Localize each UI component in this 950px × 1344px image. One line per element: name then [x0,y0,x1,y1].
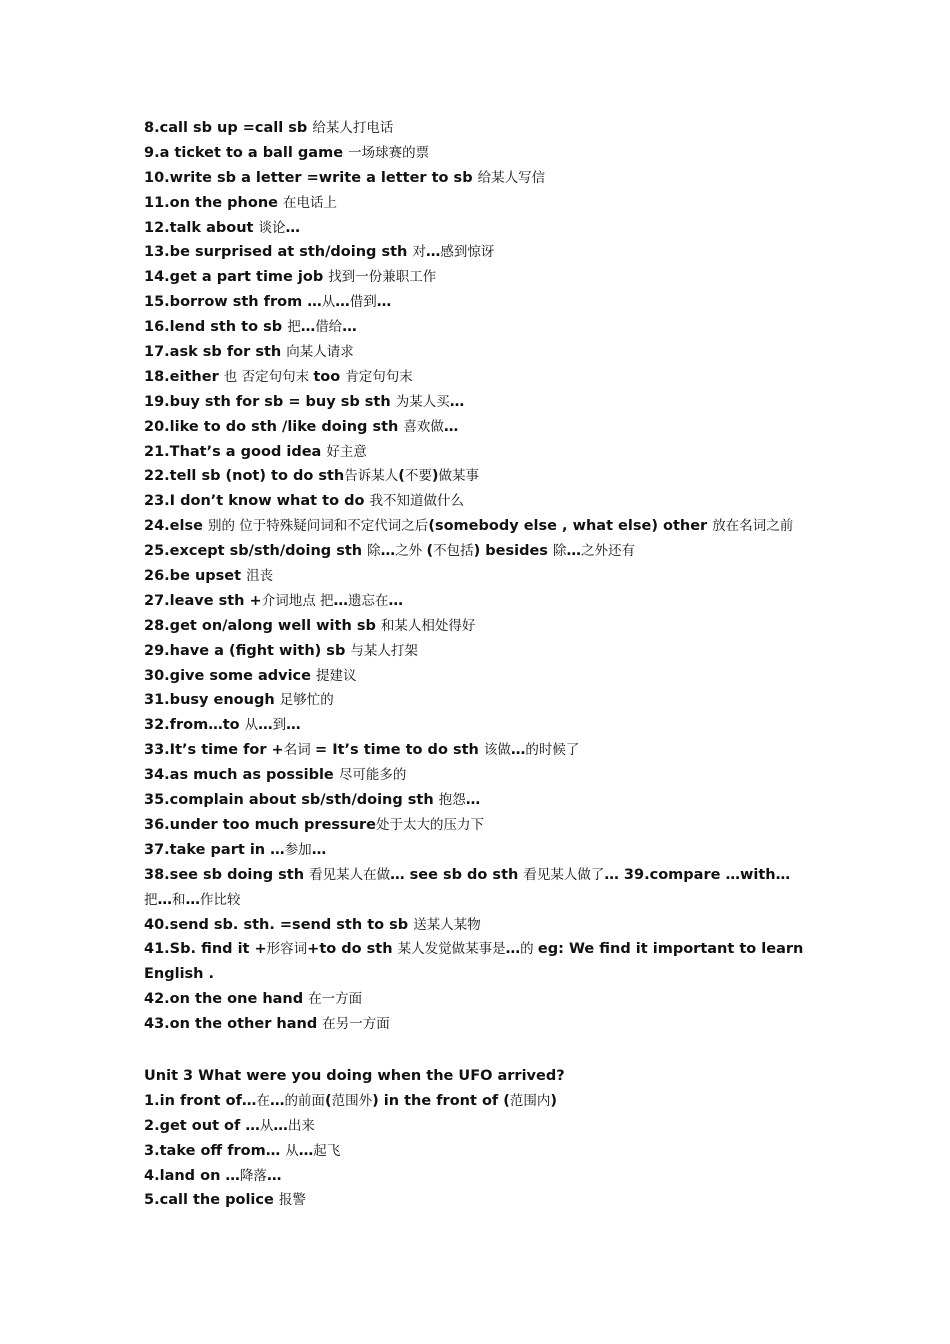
chinese-meaning: 足够忙的 [279,692,334,709]
phrase-text: 28.get on/along well with sb [144,617,381,634]
phrase-text: 32.from…to [144,717,245,734]
phrase-text: 24.else [144,518,209,535]
chinese-meaning: 之外还有 [580,543,635,560]
phrase-line [144,1114,824,1139]
phrase-text: 8.call sb up =call sb [144,120,313,136]
phrase-line [144,564,824,589]
phrase-line [144,1012,824,1037]
phrase-text: 27.leave sth + [144,592,262,609]
phrase-text: Unit 3 What were you doing when the UFO arrived? [144,1067,565,1084]
phrase-text: 35.complain about sb/sth/doing sth [144,792,439,809]
phrase-line [144,738,824,763]
chinese-meaning: 送某人某物 [413,916,481,933]
chinese-meaning: 也 否定句句末 [223,368,314,385]
chinese-meaning: 给某人打电话 [312,120,394,136]
chinese-meaning: 范围外 [331,1092,373,1109]
phrase-text: 4.land on … [144,1167,240,1184]
phrase-text: 43.on the other hand [144,1016,323,1033]
chinese-meaning: 处于太大的压力下 [375,816,484,833]
phrase-line [144,514,824,539]
phrase-text: 2.get out of … [144,1117,260,1134]
chinese-meaning: 不包括 [433,543,474,560]
phrase-text: … [298,1142,314,1159]
phrase-text: … [269,1092,285,1109]
phrase-text: ( [324,1092,332,1109]
phrase-line [144,290,824,315]
phrase-text: 31.busy enough [144,692,280,709]
chinese-meaning: 在另一方面 [322,1016,390,1033]
phrase-text: … [342,319,357,336]
phrase-line [144,440,824,465]
phrase-text: 25.except sb/sth/doing sth [144,543,368,560]
phrase-text: … [333,592,348,609]
phrase-text: 3.take off from… [144,1142,286,1159]
chinese-meaning: 抱怨 [438,792,466,809]
phrase-line [144,1188,824,1213]
chinese-meaning: 在 [256,1092,270,1109]
chinese-meaning: 谈论 [258,219,286,236]
chinese-meaning: 沮丧 [246,568,274,585]
phrase-list-unit-3 [144,1064,824,1213]
phrase-text: … [566,543,581,560]
phrase-text: 40.send sb. sth. =send sth to sb [144,916,414,933]
phrase-line [144,664,824,689]
phrase-text: … [376,294,392,311]
phrase-line [144,639,824,664]
phrase-text: 21.That’s a good idea [144,443,327,460]
chinese-meaning: 在一方面 [308,991,363,1008]
phrase-text: … [258,717,273,734]
phrase-text: 34.as much as possible [144,767,339,784]
phrase-text: 9.a ticket to a ball game [144,144,349,161]
phrase-text: … [449,393,465,410]
phrase-line [144,340,824,365]
phrase-text: 41.Sb. find it + [144,941,267,958]
phrase-text: … 39.compare …with… [604,866,791,883]
phrase-line [144,863,824,888]
document-page [144,116,824,1213]
phrase-line [144,962,824,987]
chinese-meaning: 的前面 [284,1092,325,1109]
chinese-meaning: 的时候了 [525,742,580,759]
phrase-line [144,464,824,489]
phrase-text: … [300,319,316,336]
phrase-text: … [286,717,301,734]
phrase-line [144,1139,824,1164]
phrase-text: ( [426,543,434,560]
phrase-line [144,813,824,838]
phrase-text: 22.tell sb (not) to do sth [144,468,345,485]
phrase-line [144,166,824,191]
phrase-text: too [313,368,346,385]
phrase-text: … [443,418,459,435]
phrase-text: ) in the front of ( [372,1092,510,1109]
chinese-meaning: 告诉某人 [344,468,399,485]
phrase-line [144,888,824,913]
phrase-line [144,539,824,564]
phrase-text: 42.on the one hand [144,991,309,1008]
chinese-meaning: 把 [144,891,158,908]
chinese-meaning: 给某人写信 [477,169,546,186]
chinese-meaning: 好主意 [326,443,367,460]
phrase-text: 26.be upset [144,568,247,585]
phrase-line [144,116,824,141]
chinese-meaning: 从 [244,717,259,734]
phrase-text: 30.give some advice [144,667,317,684]
phrase-line [144,141,824,166]
chinese-meaning: 感到惊讶 [440,244,495,261]
phrase-line [144,713,824,738]
phrase-text: English . [144,966,215,983]
chinese-meaning: 尽可能多的 [338,767,407,784]
phrase-text: … see sb do sth [390,866,524,883]
phrase-text: … [266,1167,282,1184]
chinese-meaning: 喜欢做 [403,418,444,435]
phrase-line [144,763,824,788]
phrase-text: 14.get a part time job [144,269,329,286]
chinese-meaning: 除 [552,543,567,560]
chinese-meaning: 的 [520,941,538,958]
phrase-line [144,937,824,962]
phrase-text: … [425,244,441,261]
phrase-line [144,265,824,290]
phrase-text: 19.buy sth for sb = buy sb sth [144,393,396,410]
chinese-meaning: 和 [172,891,186,908]
phrase-line [144,589,824,614]
phrase-line [144,614,824,639]
chinese-meaning: 对 [412,244,426,261]
phrase-text: … [388,592,403,609]
chinese-meaning: 看见某人做了 [523,866,605,883]
phrase-line [144,415,824,440]
chinese-meaning: 形容词 [266,941,308,958]
chinese-meaning: 为某人买 [395,393,450,410]
chinese-meaning: 某人发觉做某事是 [397,941,506,958]
chinese-meaning: 与某人打架 [350,642,418,659]
phrase-text: 11.on the phone [144,194,284,211]
phrase-line [144,365,824,390]
phrase-text: ) [431,468,439,485]
chinese-meaning: 做某事 [438,468,480,485]
phrase-text: = It’s time to do sth [315,742,484,759]
phrase-line [144,489,824,514]
phrase-text: … [273,1117,288,1134]
phrase-text: 10.write sb a letter =write a letter to sb [144,169,478,186]
chinese-meaning: 之外 [395,543,427,560]
phrase-text: 23.I don’t know what to do [144,493,370,510]
chinese-meaning: 一场球赛的票 [348,144,430,161]
phrase-line [144,240,824,265]
chinese-meaning: 借到 [349,294,377,311]
chinese-meaning: 参加 [284,841,312,858]
phrase-text: … [185,891,200,908]
chinese-meaning: 降落 [239,1167,267,1184]
phrase-text: (somebody else , what else) other [428,518,713,535]
phrase-text: ) besides [473,543,553,560]
chinese-meaning: 和某人相处得好 [380,617,476,634]
chinese-meaning: 把 [287,319,301,336]
phrase-text: 16.lend sth to sb [144,319,288,336]
phrase-text: 17.ask sb for sth [144,344,287,361]
phrase-text: … [311,841,327,858]
chinese-meaning: 介词地点 把 [261,592,334,609]
phrase-line [144,216,824,241]
phrase-text: … [465,792,481,809]
phrase-text: … [157,891,172,908]
phrase-line [144,987,824,1012]
chinese-meaning: 作比较 [200,891,241,908]
chinese-meaning: 起飞 [313,1142,341,1159]
chinese-meaning: 向某人请求 [286,344,354,361]
phrase-line [144,1064,824,1089]
chinese-meaning: 到 [272,717,287,734]
chinese-meaning: 遗忘在 [348,592,389,609]
chinese-meaning: 从 [259,1117,274,1134]
chinese-meaning: 别的 位于特殊疑问词和不定代词之后 [208,518,429,535]
phrase-text: +to do sth [307,941,398,958]
phrase-text: … [380,543,396,560]
phrase-line [144,1164,824,1189]
phrase-text: 5.call the police [144,1192,279,1209]
phrase-text: … [335,294,350,311]
chinese-meaning: 提建议 [316,667,357,684]
chinese-meaning: 放在名词之前 [712,518,794,535]
phrase-text: 1.in front of… [144,1092,257,1109]
phrase-line [144,390,824,415]
chinese-meaning: 出来 [287,1117,315,1134]
phrase-text: 36.under too much pressure [144,816,376,833]
phrase-line [144,838,824,863]
phrase-line [144,913,824,938]
phrase-text: 13.be surprised at sth/doing sth [144,244,413,261]
phrase-text: ) [550,1092,558,1109]
chinese-meaning: 从 [285,1142,299,1159]
phrase-text: ( [398,468,405,485]
phrase-text: … [285,219,300,236]
phrase-text: 33.It’s time for + [144,742,284,759]
phrase-text: 12.talk about [144,219,259,236]
phrase-line [144,1089,824,1114]
chinese-meaning: 除 [367,543,381,560]
phrase-text: 29.have a (fight with) sb [144,642,351,659]
chinese-meaning: 在电话上 [283,194,338,211]
phrase-text: 18.either [144,368,224,385]
chinese-meaning: 借给 [315,319,343,336]
chinese-meaning: 不要 [404,468,432,485]
chinese-meaning: 报警 [278,1192,306,1209]
phrase-text: eg: We find it important to learn [537,941,804,958]
phrase-text: … [505,941,521,958]
phrase-text: 37.take part in … [144,841,285,858]
phrase-text: 15.borrow sth from … [144,294,322,311]
phrase-text: 20.like to do sth /like doing sth [144,418,404,435]
phrase-text: 38.see sb doing sth [144,866,310,883]
phrase-text: … [510,742,526,759]
chinese-meaning: 找到一份兼职工作 [328,269,437,286]
phrase-list-unit-2 [144,116,824,1037]
chinese-meaning: 肯定句句末 [345,368,413,385]
section-gap [144,1037,824,1064]
chinese-meaning: 看见某人在做 [309,866,391,883]
phrase-line [144,688,824,713]
chinese-meaning: 名词 [283,742,316,759]
chinese-meaning: 从 [321,294,336,311]
chinese-meaning: 我不知道做什么 [369,493,464,510]
phrase-line [144,191,824,216]
chinese-meaning: 该做 [483,742,511,759]
phrase-line [144,315,824,340]
chinese-meaning: 范围内 [509,1092,551,1109]
phrase-line [144,788,824,813]
